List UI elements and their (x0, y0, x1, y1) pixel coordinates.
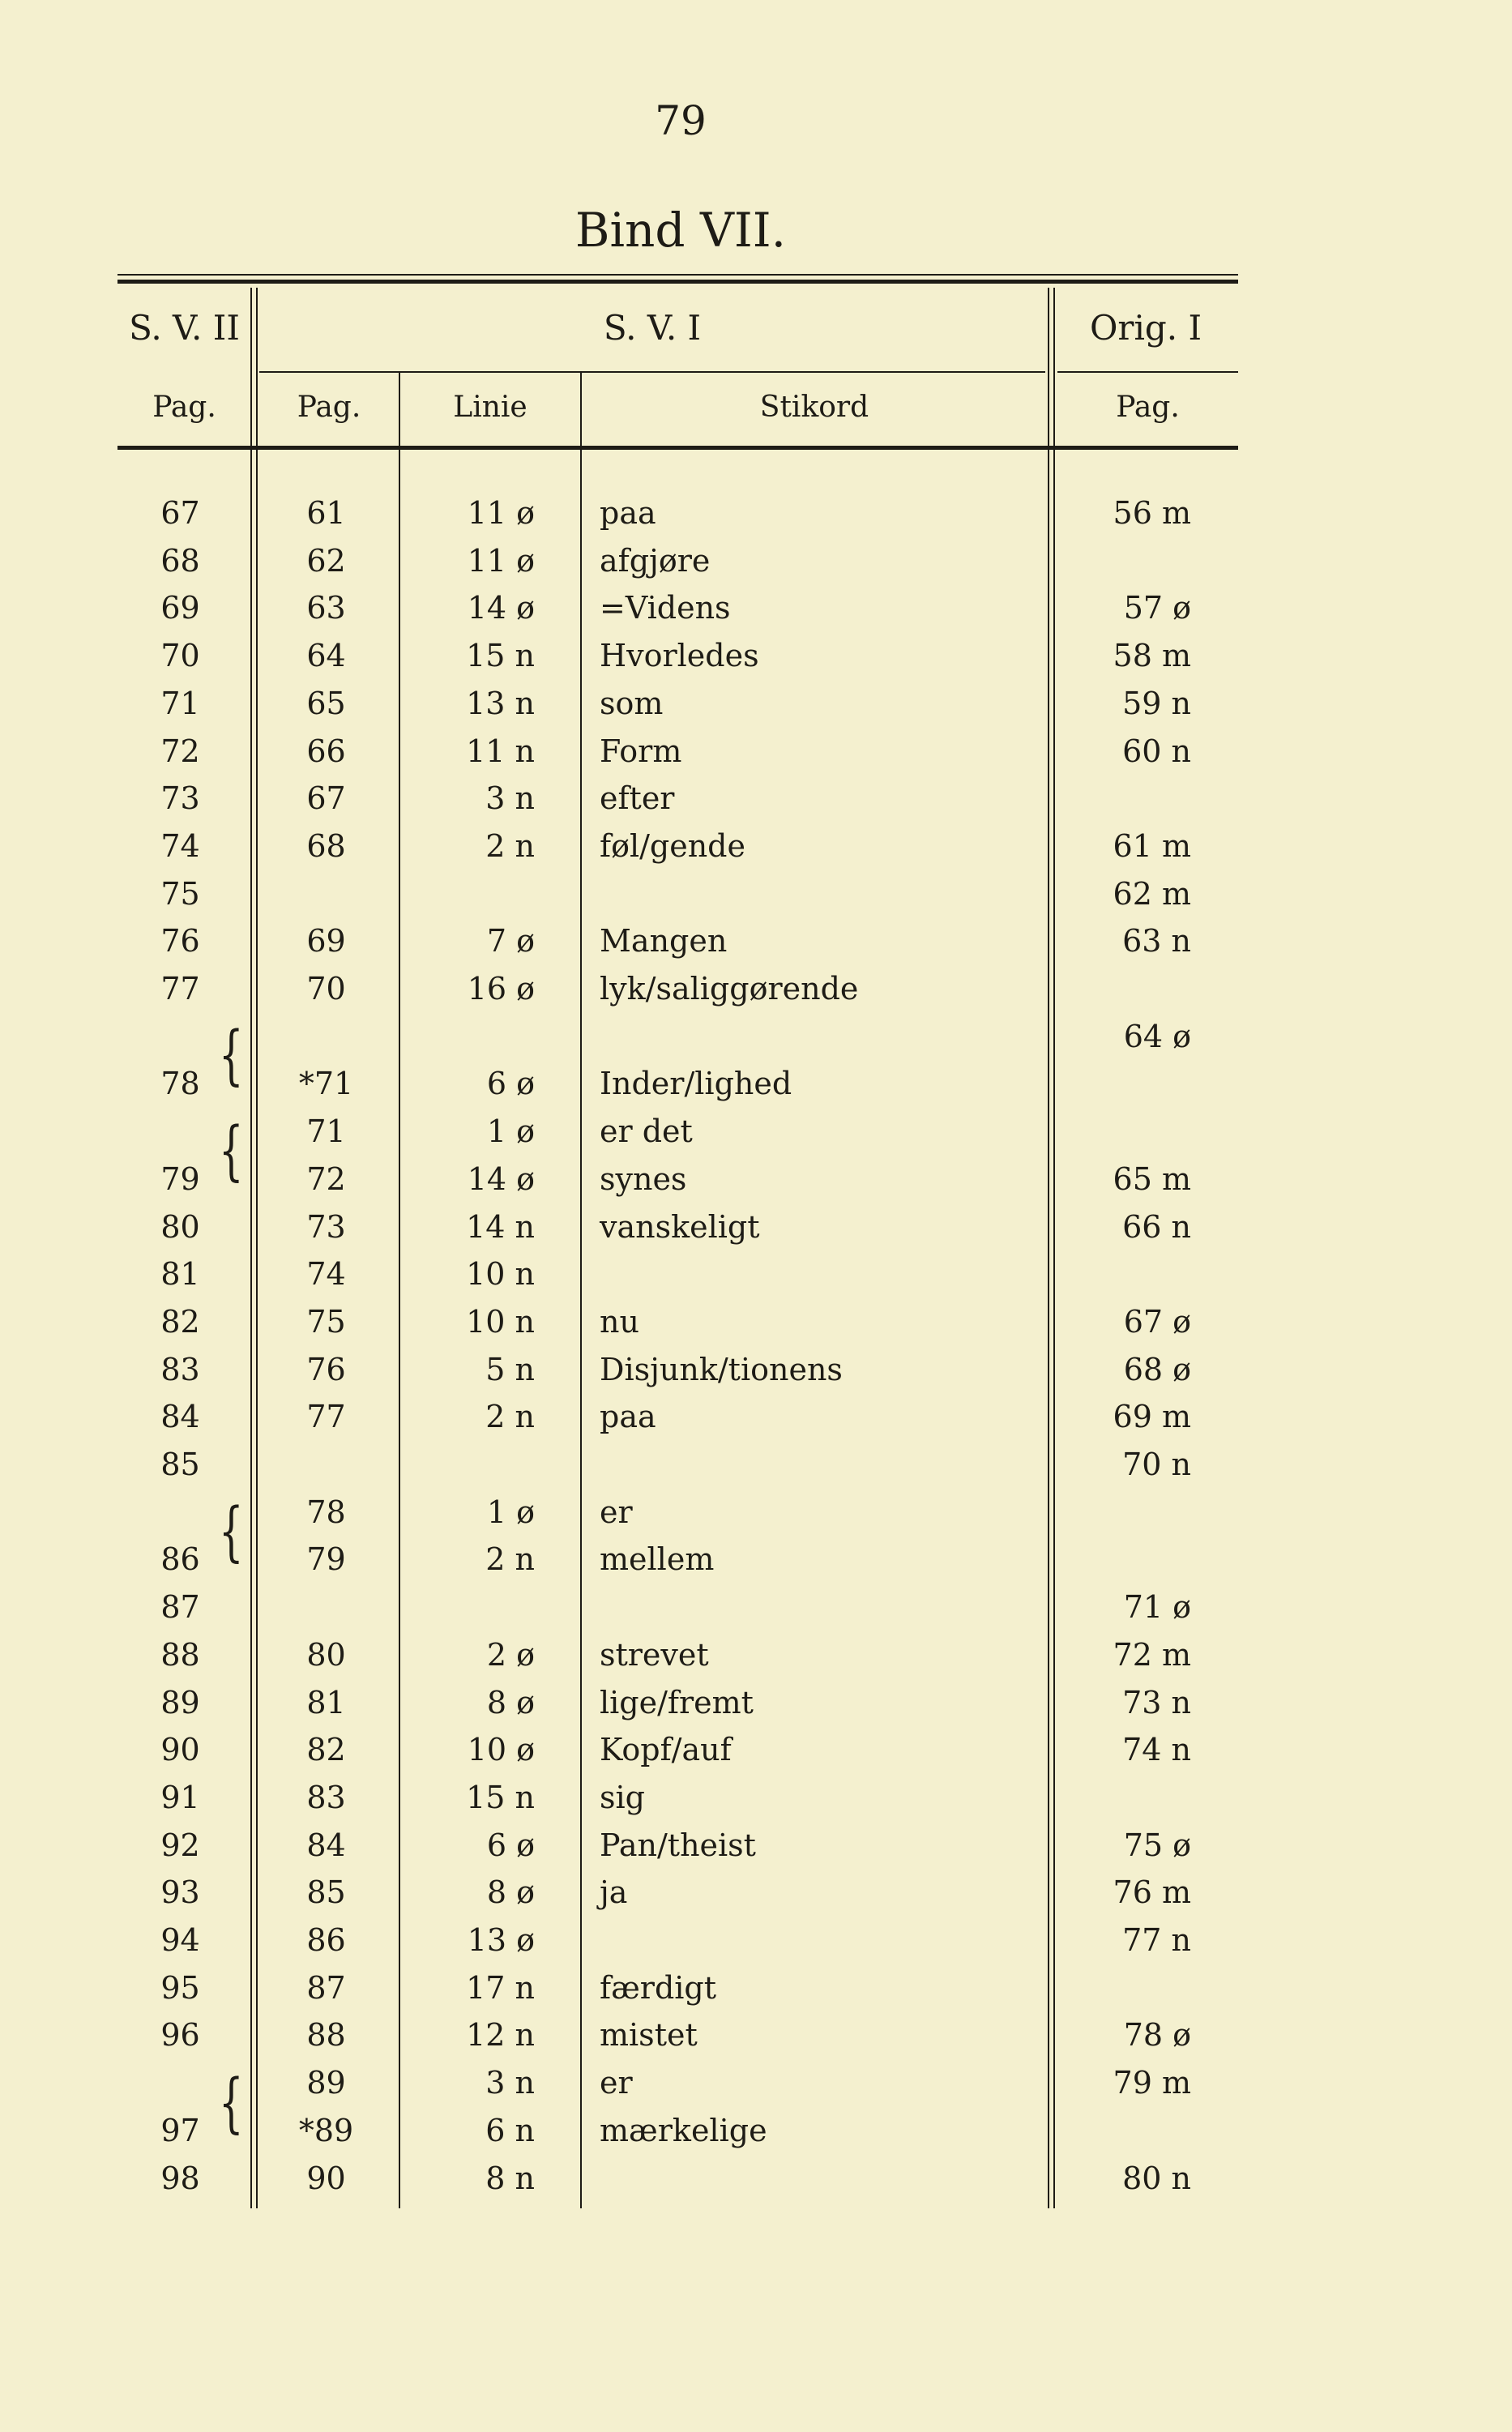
top-rule-thick (117, 280, 1238, 284)
orig-pag-cell: 69 m (1113, 1399, 1191, 1434)
sv1-pag-cell: 85 (306, 1874, 346, 1910)
stikord-cell: Disjunk/tionens (600, 1352, 843, 1387)
orig-pag-cell (1070, 1063, 1191, 1104)
sv2-pag-cell: 70 (160, 638, 200, 673)
sv2-pag-cell: 77 (160, 971, 200, 1007)
orig-pag-cell: 64 ø (1123, 1019, 1191, 1054)
orig-pag-cell: 61 m (1113, 828, 1191, 864)
linie-cell: 16 ø (467, 971, 535, 1007)
orig-pag-cell: 66 n (1122, 1209, 1191, 1245)
subheader-rule (117, 446, 1238, 450)
linie-cell: 14 ø (467, 590, 535, 626)
stikord-cell: paa (600, 1399, 656, 1434)
linie-cell (421, 1016, 535, 1057)
sv2-pag-cell: 86 (160, 1541, 200, 1577)
sv1-pag-cell: 70 (306, 971, 346, 1007)
stikord-cell: Inder/lighed (600, 1066, 792, 1101)
sv2-pag-cell (122, 1492, 239, 1532)
sv2-pag-cell: 71 (160, 686, 200, 721)
col-divider-4a (1048, 288, 1049, 2208)
stikord-cell: lyk/saliggørende (600, 971, 859, 1007)
sv1-pag-cell: 80 (306, 1637, 346, 1673)
linie-cell: 15 n (466, 1780, 535, 1815)
linie-cell: 13 ø (467, 1922, 535, 1958)
sv2-pag-cell: 68 (160, 543, 200, 579)
stikord-cell: som (600, 686, 664, 721)
sv1-pag-cell: *89 (298, 2113, 354, 2148)
orig-pag-cell (1070, 1111, 1191, 1152)
orig-pag-cell: 78 ø (1123, 2017, 1191, 2053)
linie-cell (421, 874, 535, 914)
sv1-pag-cell: 84 (306, 1827, 346, 1863)
linie-cell: 14 ø (467, 1161, 535, 1197)
orig-pag-cell: 59 n (1122, 686, 1191, 721)
orig-header-rule (1057, 371, 1238, 373)
orig-pag-cell: 75 ø (1123, 1827, 1191, 1863)
linie-cell: 13 n (466, 686, 535, 721)
sv1-pag-cell: 88 (306, 2017, 346, 2053)
stikord-cell (600, 1587, 1029, 1627)
sv1-pag-cell: 66 (306, 733, 346, 769)
sv1-pag-cell (267, 1016, 385, 1057)
top-rule-thin (117, 274, 1238, 276)
sv2-pag-cell: 83 (160, 1352, 200, 1387)
stikord-cell: er (600, 1494, 633, 1530)
stikord-cell: mistet (600, 2017, 698, 2053)
linie-cell: 10 ø (467, 1732, 535, 1767)
orig-pag-cell: 63 n (1122, 923, 1191, 959)
subheader-sv1-pag: Pag. (297, 391, 361, 424)
subheader-sv2-pag: Pag. (152, 391, 216, 424)
stikord-cell (600, 1444, 1029, 1485)
stikord-cell: lige/fremt (600, 1685, 754, 1720)
orig-pag-cell: 74 n (1122, 1732, 1191, 1767)
brace-78: { (219, 1017, 244, 1092)
stikord-cell (600, 1254, 1029, 1294)
brace-86: { (219, 1494, 244, 1569)
linie-cell: 5 n (485, 1352, 535, 1387)
col-divider-2 (399, 373, 400, 2208)
linie-cell: 2 n (485, 1541, 535, 1577)
linie-cell: 11 ø (467, 495, 535, 531)
sv2-pag-cell: 85 (160, 1447, 200, 1482)
stikord-cell (600, 1016, 1029, 1057)
orig-pag-cell: 68 ø (1123, 1352, 1191, 1387)
orig-pag-cell (1070, 1254, 1191, 1294)
orig-pag-cell: 80 n (1122, 2161, 1191, 2196)
linie-cell: 1 ø (486, 1113, 535, 1149)
linie-cell: 17 n (466, 1970, 535, 2006)
subheader-linie: Linie (453, 391, 527, 424)
sv1-pag-cell: 87 (306, 1970, 346, 2006)
linie-cell: 6 ø (486, 1827, 535, 1863)
sv2-pag-cell: 93 (160, 1874, 200, 1910)
orig-pag-cell: 67 ø (1123, 1304, 1191, 1340)
stikord-cell: efter (600, 780, 675, 816)
sv1-pag-cell: 78 (306, 1494, 346, 1530)
header-sv1: S. V. I (603, 308, 702, 348)
orig-pag-cell: 72 m (1113, 1637, 1191, 1673)
sv1-pag-cell: 79 (306, 1541, 346, 1577)
orig-pag-cell: 60 n (1122, 733, 1191, 769)
sv2-pag-cell (122, 1111, 239, 1152)
orig-pag-cell (1070, 541, 1191, 581)
sv1-pag-cell: 83 (306, 1780, 346, 1815)
linie-cell: 14 n (466, 1209, 535, 1245)
sv2-pag-cell: 91 (160, 1780, 200, 1815)
sv2-pag-cell: 98 (160, 2161, 200, 2196)
linie-cell: 3 n (485, 780, 535, 816)
sv2-pag-cell: 76 (160, 923, 200, 959)
orig-pag-cell: 65 m (1113, 1161, 1191, 1197)
sv1-pag-cell: 72 (306, 1161, 346, 1197)
orig-pag-cell (1070, 1777, 1191, 1818)
stikord-cell: vanskeligt (600, 1209, 760, 1245)
linie-cell: 12 n (466, 2017, 535, 2053)
stikord-cell: paa (600, 495, 656, 531)
orig-pag-cell: 73 n (1122, 1685, 1191, 1720)
sv2-pag-cell: 69 (160, 590, 200, 626)
linie-cell: 11 n (466, 733, 535, 769)
sv1-pag-cell: 90 (306, 2161, 346, 2196)
orig-pag-cell: 76 m (1113, 1874, 1191, 1910)
sv1-pag-cell: 71 (306, 1113, 346, 1149)
orig-pag-cell: 70 n (1122, 1447, 1191, 1482)
stikord-cell: mærkelige (600, 2113, 767, 2148)
sv2-pag-cell: 92 (160, 1827, 200, 1863)
stikord-cell: ja (600, 1874, 628, 1910)
sv2-pag-cell: 96 (160, 2017, 200, 2053)
linie-cell: 8 n (485, 2161, 535, 2196)
linie-cell: 7 ø (486, 923, 535, 959)
brace-97: { (219, 2065, 244, 2140)
linie-cell: 15 n (466, 638, 535, 673)
orig-pag-cell: 56 m (1113, 495, 1191, 531)
orig-pag-cell (1070, 968, 1191, 1009)
orig-pag-cell: 71 ø (1123, 1589, 1191, 1625)
stikord-cell: er (600, 2065, 633, 2101)
stikord-cell: mellem (600, 1541, 715, 1577)
sv2-pag-cell: 88 (160, 1637, 200, 1673)
stikord-cell: Pan/theist (600, 1827, 756, 1863)
stikord-cell: =Videns (600, 590, 731, 626)
orig-pag-cell (1070, 1539, 1191, 1579)
sv1-pag-cell (267, 874, 385, 914)
orig-pag-cell (1070, 1968, 1191, 2008)
sv1-pag-cell: 75 (306, 1304, 346, 1340)
stikord-cell: er det (600, 1113, 693, 1149)
linie-cell: 11 ø (467, 543, 535, 579)
linie-cell: 6 ø (486, 1066, 535, 1101)
sv2-pag-cell: 81 (160, 1256, 200, 1292)
sv1-pag-cell: 64 (306, 638, 346, 673)
sv2-pag-cell: 82 (160, 1304, 200, 1340)
orig-pag-cell: 57 ø (1123, 590, 1191, 626)
sv1-pag-cell: 65 (306, 686, 346, 721)
linie-cell (421, 1444, 535, 1485)
sv1-pag-cell: 86 (306, 1922, 346, 1958)
linie-cell: 2 n (485, 828, 535, 864)
orig-pag-cell: 77 n (1122, 1922, 1191, 1958)
linie-cell: 2 n (485, 1399, 535, 1434)
linie-cell: 10 n (466, 1256, 535, 1292)
stikord-cell (600, 1920, 1029, 1960)
orig-pag-cell (1070, 778, 1191, 819)
stikord-cell: Kopf/auf (600, 1732, 732, 1767)
sv1-pag-cell: 62 (306, 543, 346, 579)
sv1-pag-cell: *71 (298, 1066, 354, 1101)
sv2-pag-cell: 75 (160, 876, 200, 912)
sv1-pag-cell (267, 1587, 385, 1627)
linie-cell (421, 1587, 535, 1627)
stikord-cell: strevet (600, 1637, 709, 1673)
stikord-cell: føl/gende (600, 828, 745, 864)
stikord-cell: Form (600, 733, 682, 769)
orig-pag-cell (1070, 2110, 1191, 2151)
sv2-pag-cell: 67 (160, 495, 200, 531)
col-divider-4b (1053, 288, 1055, 2208)
sv2-pag-cell: 84 (160, 1399, 200, 1434)
sv1-pag-cell: 89 (306, 2065, 346, 2101)
sv2-pag-cell: 80 (160, 1209, 200, 1245)
sv2-pag-cell: 79 (160, 1161, 200, 1197)
stikord-cell: Mangen (600, 923, 728, 959)
linie-cell: 6 n (485, 2113, 535, 2148)
sv2-pag-cell: 95 (160, 1970, 200, 2006)
col-divider-3 (580, 373, 582, 2208)
orig-pag-cell (1070, 1492, 1191, 1532)
sv2-pag-cell: 97 (160, 2113, 200, 2148)
stikord-cell: nu (600, 1304, 639, 1340)
linie-cell: 3 n (485, 2065, 535, 2101)
orig-pag-cell: 62 m (1113, 876, 1191, 912)
sv2-pag-cell: 72 (160, 733, 200, 769)
sv1-pag-cell: 76 (306, 1352, 346, 1387)
sv1-pag-cell: 63 (306, 590, 346, 626)
sv1-pag-cell: 61 (306, 495, 346, 531)
group-header-rule (259, 371, 1045, 373)
brace-79: { (219, 1113, 244, 1188)
sv2-pag-cell: 89 (160, 1685, 200, 1720)
sv1-pag-cell: 77 (306, 1399, 346, 1434)
linie-cell: 2 ø (486, 1637, 535, 1673)
sv2-pag-cell: 87 (160, 1589, 200, 1625)
sv2-pag-cell: 90 (160, 1732, 200, 1767)
sv1-pag-cell: 69 (306, 923, 346, 959)
stikord-cell (600, 874, 1029, 914)
sv2-pag-cell: 73 (160, 780, 200, 816)
linie-cell: 1 ø (486, 1494, 535, 1530)
stikord-cell: synes (600, 1161, 687, 1197)
linie-cell: 8 ø (486, 1685, 535, 1720)
stikord-cell (600, 2158, 1029, 2199)
sv2-pag-cell: 78 (160, 1066, 200, 1101)
stikord-cell: sig (600, 1780, 645, 1815)
sv1-pag-cell: 67 (306, 780, 346, 816)
page-number: 79 (655, 97, 707, 144)
header-orig: Orig. I (1089, 308, 1202, 348)
sv1-pag-cell: 82 (306, 1732, 346, 1767)
stikord-cell: færdigt (600, 1970, 717, 2006)
subheader-stikord: Stikord (759, 391, 869, 424)
sv2-pag-cell (122, 2062, 239, 2103)
sv1-pag-cell (267, 1444, 385, 1485)
sv2-pag-cell: 94 (160, 1922, 200, 1958)
stikord-cell: Hvorledes (600, 638, 759, 673)
header-sv2: S. V. II (129, 308, 240, 348)
sv1-pag-cell: 81 (306, 1685, 346, 1720)
sv1-pag-cell: 68 (306, 828, 346, 864)
linie-cell: 8 ø (486, 1874, 535, 1910)
sv1-pag-cell: 73 (306, 1209, 346, 1245)
volume-title: Bind VII. (574, 203, 787, 258)
subheader-orig-pag: Pag. (1116, 391, 1180, 424)
orig-pag-cell: 79 m (1113, 2065, 1191, 2101)
orig-pag-cell: 58 m (1113, 638, 1191, 673)
col-divider-1b (256, 288, 258, 2208)
sv2-pag-cell (122, 1016, 239, 1057)
sv2-pag-cell: 74 (160, 828, 200, 864)
sv1-pag-cell: 74 (306, 1256, 346, 1292)
linie-cell: 10 n (466, 1304, 535, 1340)
col-divider-1a (250, 288, 252, 2208)
stikord-cell: afgjøre (600, 543, 711, 579)
